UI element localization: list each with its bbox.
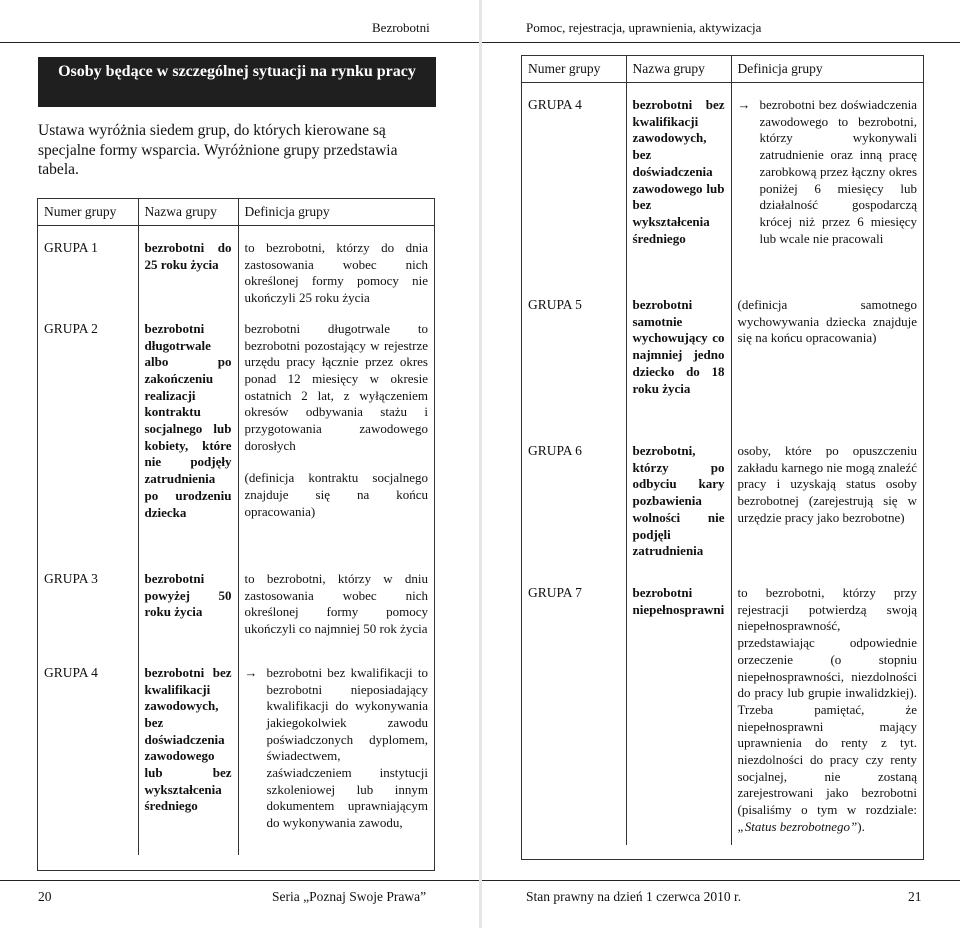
definition-end: ). — [857, 818, 865, 834]
table-row — [522, 585, 923, 845]
right-page — [482, 0, 960, 928]
definition-note: (definicja kontraktu socjalnego znajduje się na końcu opracowania) — [244, 470, 428, 519]
group-name: bezrobotni bez kwalifikacji zawodowych, bez doświadczenia zawodowego lub bez wykształcenia średniego — [138, 665, 238, 855]
table-header-row — [522, 56, 923, 83]
group-number: GRUPA 3 — [44, 570, 98, 586]
table-row — [38, 321, 434, 557]
header-rule — [482, 42, 960, 43]
definition-text: bezrobotni długotrwale to bezrobotni pozostający w rejestrze urzędu pracy łącznie przez okres ponad 12 miesięcy w okresie ostatnich 2 lat, z wyłączeniem okresów odbywania stażu i przygotowania zawodowego dorosłych — [244, 320, 428, 453]
group-table-right — [522, 56, 923, 845]
group-definition: to bezrobotni, którzy do dnia zastosowania wobec nich określonej formy pomocy nie ukończyli 25 roku życia — [238, 240, 434, 307]
group-number: GRUPA 1 — [44, 240, 98, 255]
chapter-reference: „Status bezrobotnego” — [737, 818, 858, 834]
group-name: bezrobotni do 25 roku życia — [138, 240, 238, 307]
header-rule — [0, 42, 480, 43]
page-number-right: 21 — [908, 889, 922, 904]
header-number: Numer grupy — [522, 56, 626, 83]
running-head-left: Bezrobotni — [372, 20, 430, 35]
header-number: Numer grupy — [38, 199, 138, 226]
footer-rule — [482, 880, 960, 881]
group-number: GRUPA 4 — [528, 97, 582, 112]
group-definition — [731, 97, 923, 283]
header-definition: Definicja grupy — [731, 56, 923, 83]
arrow-icon: → — [737, 97, 751, 112]
header-name: Nazwa grupy — [626, 56, 731, 83]
table-row — [38, 240, 434, 307]
header-name: Nazwa grupy — [138, 199, 238, 226]
group-definition — [731, 585, 923, 845]
group-name: bezrobotni bez kwalifikacji zawodowych, bez doświadczenia zawodowego lub bez wykształcenia średniego — [626, 97, 731, 283]
group-table-left — [38, 199, 434, 855]
group-definition: osoby, które po opuszczeniu zakładu karnego nie mogą znaleźć pracy i uzyskają status osoby bezrobotnej (zarejestrują się w urzędzie pracy jako bezrobotne) — [731, 443, 923, 571]
running-head-right: Pomoc, rejestracja, uprawnienia, aktywizacja — [526, 20, 762, 35]
definition-text: bezrobotni bez doświadczenia zawodowego to bezrobotni, którzy wykonywali zatrudnienie oraz inną pracę zarobkową przez łączny okres poniżej 6 miesięcy lub działalność gospodarczą krócej niż przez 6 miesięcy lub wcale nie pracowali — [759, 97, 917, 246]
definition-text: bezrobotni bez kwalifikacji to bezrobotni nieposiadający kwalifikacji do wykonywania jakiegokolwiek zawodu poświadczonych dyplomem, świadectwem, zaświadczeniem instytucji szkoleniowej lub innym dokumentem uprawniającym do wykonywania zawodu, — [266, 664, 428, 831]
footer-rule — [0, 880, 480, 881]
group-number: GRUPA 7 — [528, 585, 582, 600]
arrow-icon: → — [244, 664, 258, 680]
series-name: Seria „Poznaj Swoje Prawa” — [272, 889, 427, 904]
definition-text: to bezrobotni, którzy przy rejestracji potwierdzą swoją niepełnosprawność, przedstawiając odpowiednie orzeczenie (o stopniu niepełnosprawności, niezdolności do pracy lub grupie inwalidzkiej). Trzeba pamiętać, że niepełnosprawni mający uprawnienia do renty z tyt. niezdolności do pracy czy renty socjalnej, nie zostaną zarejestrowani jako bezrobotni (pisaliśmy o tym w rozdziale: — [737, 585, 917, 818]
group-number: GRUPA 5 — [528, 297, 582, 312]
section-title: Osoby będące w szczególnej sytuacji na rynku pracy — [38, 57, 436, 107]
group-name: bezrobotni powyżej 50 roku życia — [138, 571, 238, 651]
table-row — [522, 97, 923, 283]
table-header-row — [38, 199, 434, 226]
group-definition: to bezrobotni, którzy w dniu zastosowania wobec nich określonej formy pomocy ukończyli co najmniej 50 rok życia — [238, 571, 434, 651]
table-row — [522, 443, 923, 571]
group-definition — [238, 665, 434, 855]
group-name: bezrobotni niepełnosprawni — [626, 585, 731, 845]
group-name: bezrobotni samotnie wychowujący co najmniej jedno dziecko do 18 roku życia — [626, 297, 731, 429]
table-row — [38, 665, 434, 855]
intro-paragraph: Ustawa wyróżnia siedem grup, do których kierowane są specjalne formy wsparcia. Wyróżnione grupy przedstawia tabela. — [38, 122, 398, 178]
header-definition: Definicja grupy — [238, 199, 434, 226]
group-definition — [238, 321, 434, 557]
table-row — [38, 571, 434, 651]
group-number: GRUPA 2 — [44, 320, 98, 336]
group-definition: (definicja samotnego wychowywania dziecka znajduje się na końcu opracowania) — [731, 297, 923, 429]
group-name: bezrobotni długotrwale albo po zakończeniu realizacji kontraktu socjalnego lub kobiety, które nie podjęły zatrudnienia po urodzeniu dziecka — [138, 321, 238, 557]
group-name: bezrobotni, którzy po odbyciu kary pozbawienia wolności nie podjęli zatrudnienia — [626, 443, 731, 571]
status-date: Stan prawny na dzień 1 czerwca 2010 r. — [526, 889, 742, 904]
table-row — [522, 297, 923, 429]
page-number-left: 20 — [38, 889, 52, 904]
group-number: GRUPA 4 — [44, 664, 98, 680]
group-number: GRUPA 6 — [528, 443, 582, 458]
